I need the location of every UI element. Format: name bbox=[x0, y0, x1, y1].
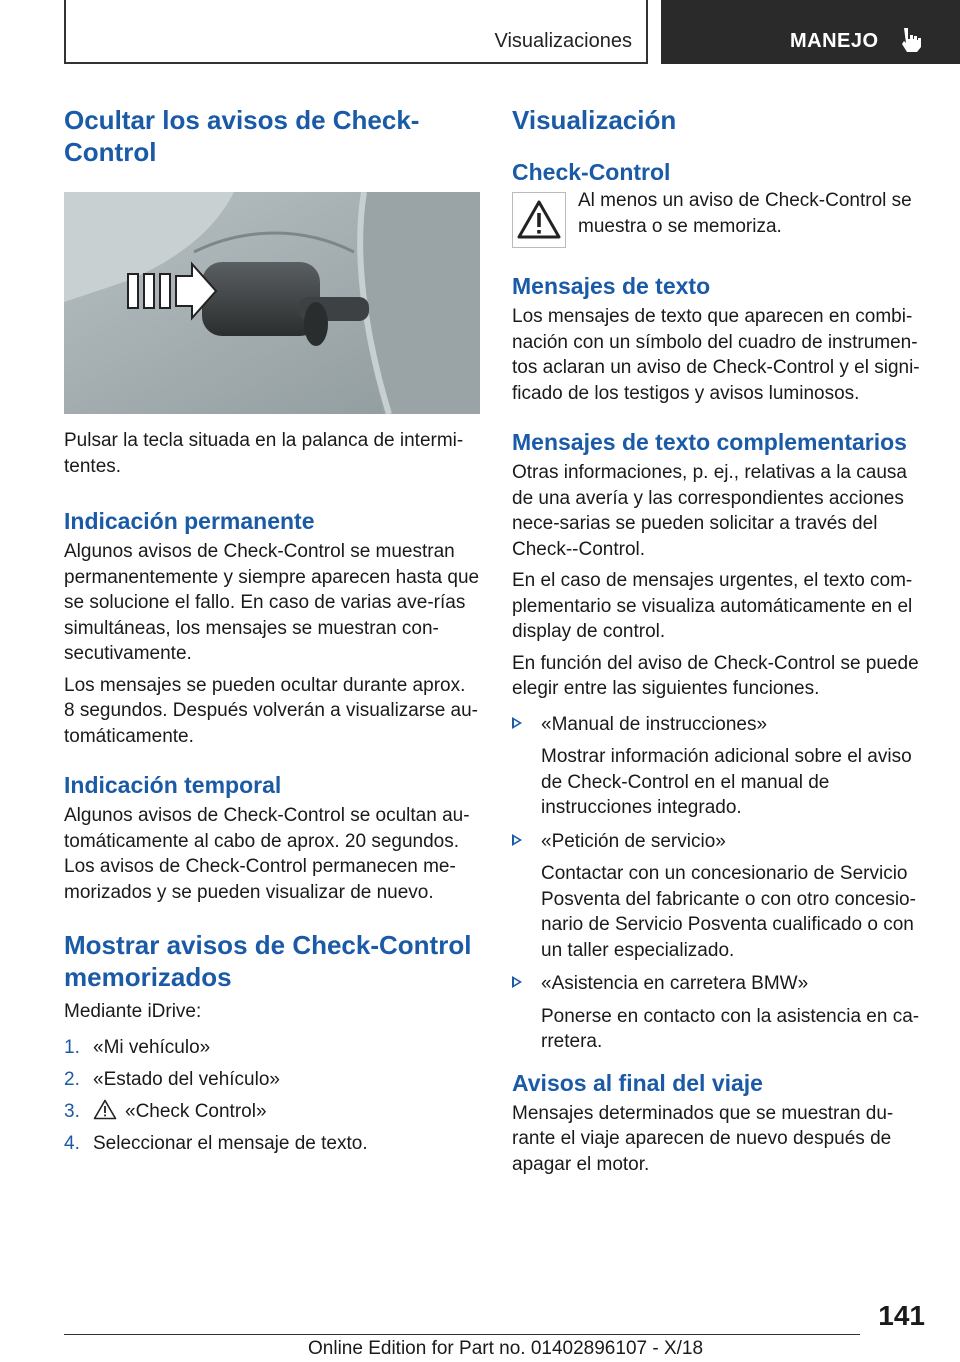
step-text: «Check Control» bbox=[125, 1100, 267, 1122]
check-control-text: Al menos un aviso de Check-Control se muestra o se memoriza. bbox=[578, 190, 912, 237]
option-description: Mostrar información adicional sobre el aviso de Check-Control en el manual de instrucciones integrado. bbox=[541, 746, 912, 818]
options-list bbox=[512, 712, 928, 1055]
list-item bbox=[64, 1099, 480, 1125]
list-item bbox=[512, 712, 928, 821]
step-text: «Estado del vehículo» bbox=[93, 1068, 280, 1090]
lever-illustration bbox=[64, 192, 480, 414]
step-text: «Mi vehículo» bbox=[93, 1036, 211, 1058]
paragraph-text-messages: Los mensajes de texto que aparecen en combi-nación con un símbolo del cuadro de instrumen-tos aclaran un aviso de Check-Control y el signi-ficado de los testigos y avisos luminosos. bbox=[512, 306, 920, 404]
hand-pointer-icon bbox=[899, 25, 925, 53]
warning-triangle-icon bbox=[513, 193, 565, 247]
step-number: 3. bbox=[64, 1100, 80, 1122]
bullet-triangle-icon bbox=[512, 834, 522, 846]
footer-edition-text: Online Edition for Part no. 01402896107 - X/18 bbox=[308, 1338, 704, 1359]
list-item bbox=[512, 829, 928, 964]
steps-list bbox=[64, 1035, 480, 1157]
step-number: 2. bbox=[64, 1068, 80, 1090]
paragraph-idrive-intro: Mediante iDrive: bbox=[64, 1001, 202, 1022]
section-title-check-control: Check-Control bbox=[512, 159, 671, 185]
list-item bbox=[64, 1035, 480, 1061]
bullet-triangle-icon bbox=[512, 717, 522, 729]
list-item bbox=[64, 1131, 480, 1157]
section-title-temporary: Indicación temporal bbox=[64, 772, 282, 798]
section-title-display: Visualización bbox=[512, 105, 677, 135]
list-item bbox=[64, 1067, 480, 1093]
left-column bbox=[64, 104, 480, 1163]
warning-icon-box bbox=[512, 192, 566, 248]
section-title-memorized: Mostrar avisos de Check-Control memorizados bbox=[64, 930, 472, 992]
option-description: Ponerse en contacto con la asistencia en ca-rretera. bbox=[541, 1005, 920, 1052]
right-column bbox=[512, 104, 928, 1177]
figure-turn-signal-lever bbox=[64, 192, 480, 414]
section-title-text-messages: Mensajes de texto bbox=[512, 273, 711, 299]
header-section-tab bbox=[64, 0, 648, 64]
section-title-end-of-trip: Avisos al final del viaje bbox=[512, 1069, 763, 1096]
footer-divider bbox=[64, 1334, 860, 1335]
paragraph-complementary-3: En función del aviso de Check-Control se puede elegir entre las siguientes funciones. bbox=[512, 652, 919, 699]
paragraph-complementary-2: En el caso de mensajes urgentes, el texto com-plementario se visualiza automáticamente en el display de control. bbox=[512, 570, 913, 642]
option-title: «Asistencia en carretera BMW» bbox=[541, 973, 809, 994]
figure-caption: Pulsar la tecla situada en la palanca de intermi-tentes. bbox=[64, 430, 464, 477]
section-title-hide-warnings: Ocultar los avisos de Check-Control bbox=[64, 105, 420, 167]
step-number: 4. bbox=[64, 1132, 80, 1154]
section-title-complementary: Mensajes de texto complementarios bbox=[512, 429, 907, 455]
header-section-label: Visualizaciones bbox=[494, 30, 632, 52]
check-control-note bbox=[512, 188, 928, 254]
header-chapter-label: MANEJO bbox=[790, 30, 879, 52]
paragraph-end-of-trip: Mensajes determinados que se muestran du-rante el viaje aparecen de nuevo después de apagar el motor. bbox=[512, 1102, 894, 1175]
paragraph-temporary-1: Algunos avisos de Check-Control se ocultan au-tomáticamente al cabo de aprox. 20 segundos. Los avisos de Check-Control permanecen me-morizados y se pueden visualizar de nuevo. bbox=[64, 805, 470, 903]
list-item bbox=[512, 971, 928, 1055]
option-title: «Petición de servicio» bbox=[541, 830, 726, 852]
paragraph-permanent-1: Algunos avisos de Check-Control se muestran permanentemente y siempre aparecen hasta que se solucione el fallo. En caso de varias ave-rías simultáneas, los mensajes se muestran con-secutivamente. bbox=[64, 541, 480, 664]
page-number: 141 bbox=[878, 1300, 925, 1331]
bullet-triangle-icon bbox=[512, 976, 522, 988]
paragraph-complementary-1: Otras informaciones, p. ej., relativas a la causa de una avería y las correspondientes acciones nece-sarias se pueden solicitar a través del Check--Control. bbox=[512, 462, 907, 560]
section-title-permanent: Indicación permanente bbox=[64, 508, 315, 534]
option-title: «Manual de instrucciones» bbox=[541, 713, 768, 735]
warning-triangle-icon bbox=[93, 1099, 117, 1120]
header-chapter-tab bbox=[661, 0, 960, 64]
option-description: Contactar con un concesionario de Servicio Posventa del fabricante o con otro concesio-nario de Servicio Posventa cualificado o con un taller especializado. bbox=[541, 863, 916, 961]
step-text: Seleccionar el mensaje de texto. bbox=[93, 1132, 368, 1154]
paragraph-permanent-2: Los mensajes se pueden ocultar durante aprox. 8 segundos. Después volverán a visualizarse au-tomáticamente. bbox=[64, 674, 479, 747]
step-number: 1. bbox=[64, 1036, 80, 1058]
